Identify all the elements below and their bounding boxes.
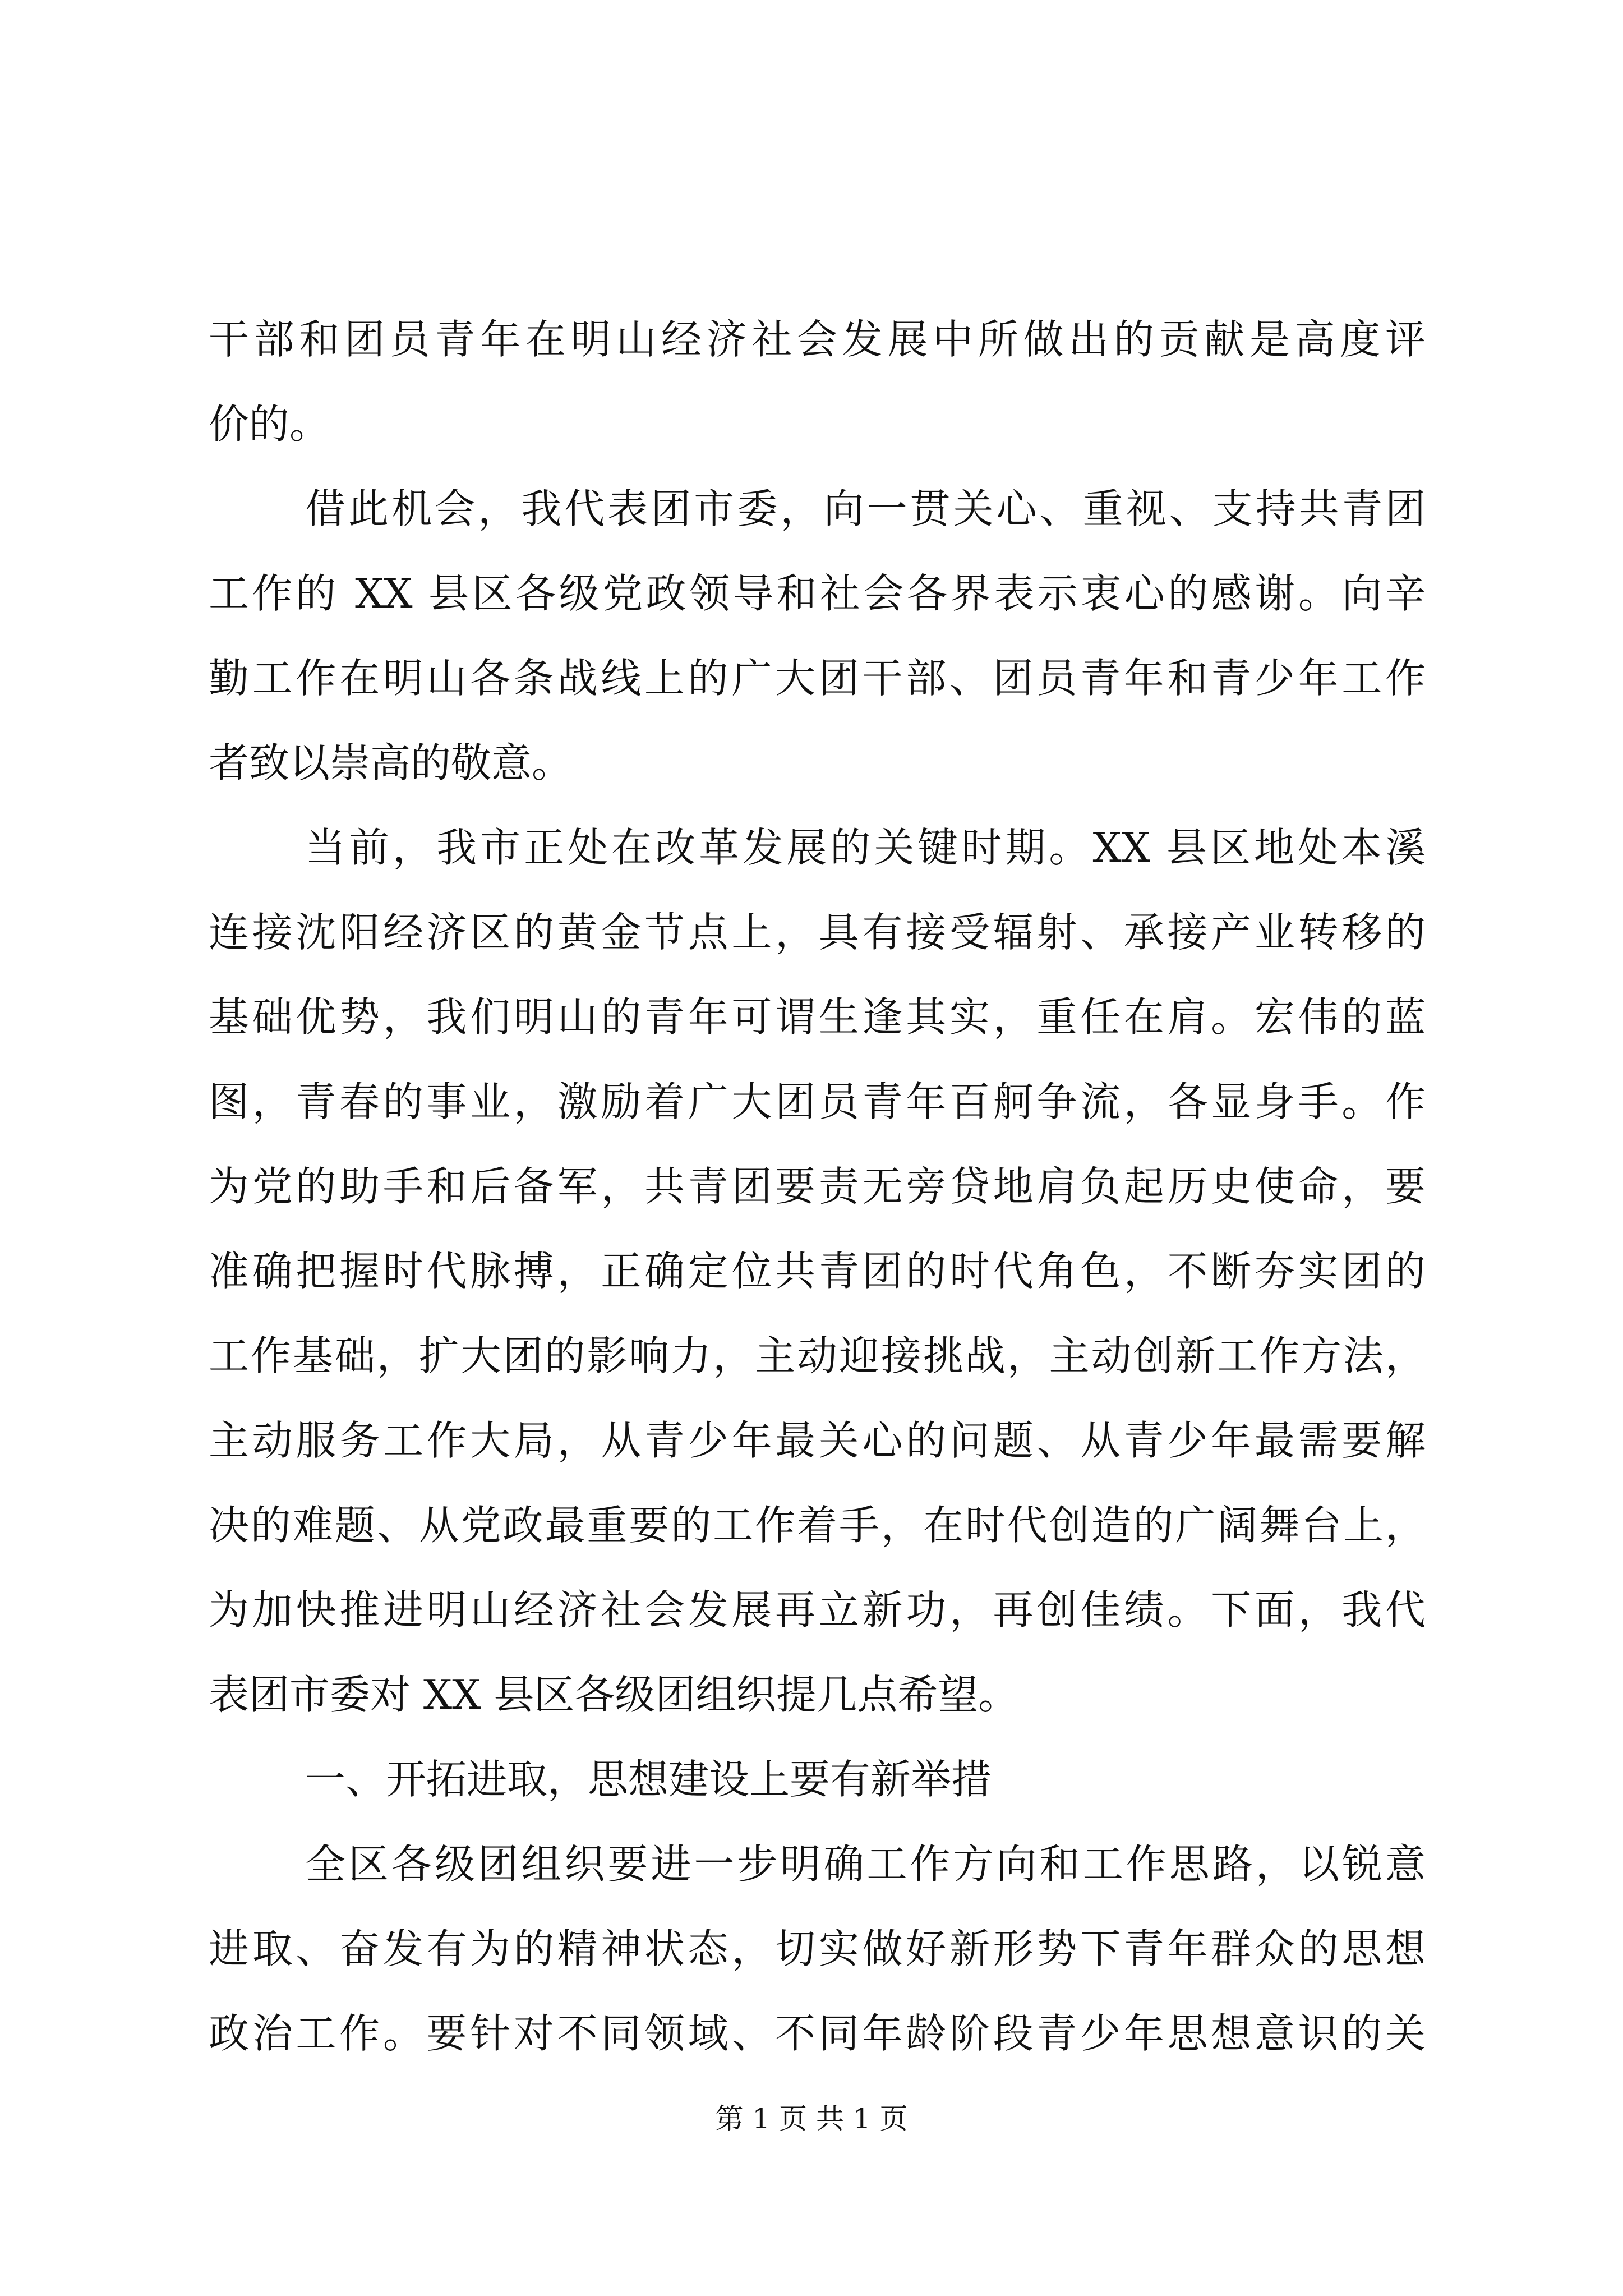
text-line: 准确把握时代脉搏，正确定位共青团的时代角色，不断夯实团的 bbox=[209, 1248, 1426, 1295]
paragraph-start-line: 借此机会，我代表团市委，向一贯关心、重视、支持共青团 bbox=[305, 485, 1426, 532]
text-line: 决的难题、从党政最重要的工作着手，在时代创造的广阔舞台上， bbox=[209, 1502, 1426, 1549]
text-line: 工作基础，扩大团的影响力，主动迎接挑战，主动创新工作方法， bbox=[209, 1332, 1426, 1379]
text-line: 者致以崇高的敬意。 bbox=[209, 739, 573, 786]
text-line: 干部和团员青年在明山经济社会发展中所做出的贡献是高度评 bbox=[209, 316, 1426, 363]
text-line: 图，青春的事业，激励着广大团员青年百舸争流，各显身手。作 bbox=[209, 1078, 1426, 1125]
paragraph-start-line: 当前，我市正处在改革发展的关键时期。XX 县区地处本溪 bbox=[305, 824, 1426, 871]
text-line: 主动服务工作大局，从青少年最关心的问题、从青少年最需要解 bbox=[209, 1417, 1426, 1464]
text-line: 政治工作。要针对不同领域、不同年龄阶段青少年思想意识的关 bbox=[209, 2010, 1426, 2057]
text-line: 基础优势，我们明山的青年可谓生逢其实，重任在肩。宏伟的蓝 bbox=[209, 993, 1426, 1041]
text-line: 为党的助手和后备军，共青团要责无旁贷地肩负起历史使命，要 bbox=[209, 1163, 1426, 1210]
text-line: 价的。 bbox=[209, 401, 330, 448]
page-number-footer: 第 1 页 共 1 页 bbox=[715, 2102, 908, 2135]
text-line: 勤工作在明山各条战线上的广大团干部、团员青年和青少年工作 bbox=[209, 655, 1426, 702]
text-line: 进取、奋发有为的精神状态，切实做好新形势下青年群众的思想 bbox=[209, 1925, 1426, 1972]
body-text bbox=[209, 297, 1426, 2076]
text-line: 表团市委对 XX 县区各级团组织提几点希望。 bbox=[209, 1671, 1019, 1718]
text-line: 为加快推进明山经济社会发展再立新功，再创佳绩。下面，我代 bbox=[209, 1586, 1426, 1634]
text-line: 连接沈阳经济区的黄金节点上，具有接受辐射、承接产业转移的 bbox=[209, 909, 1426, 956]
section-heading: 一、开拓进取，思想建设上要有新举措 bbox=[305, 1756, 992, 1803]
text-line: 工作的 XX 县区各级党政领导和社会各界表示衷心的感谢。向辛 bbox=[209, 570, 1426, 617]
paragraph-start-line: 全区各级团组织要进一步明确工作方向和工作思路，以锐意 bbox=[305, 1841, 1426, 1888]
